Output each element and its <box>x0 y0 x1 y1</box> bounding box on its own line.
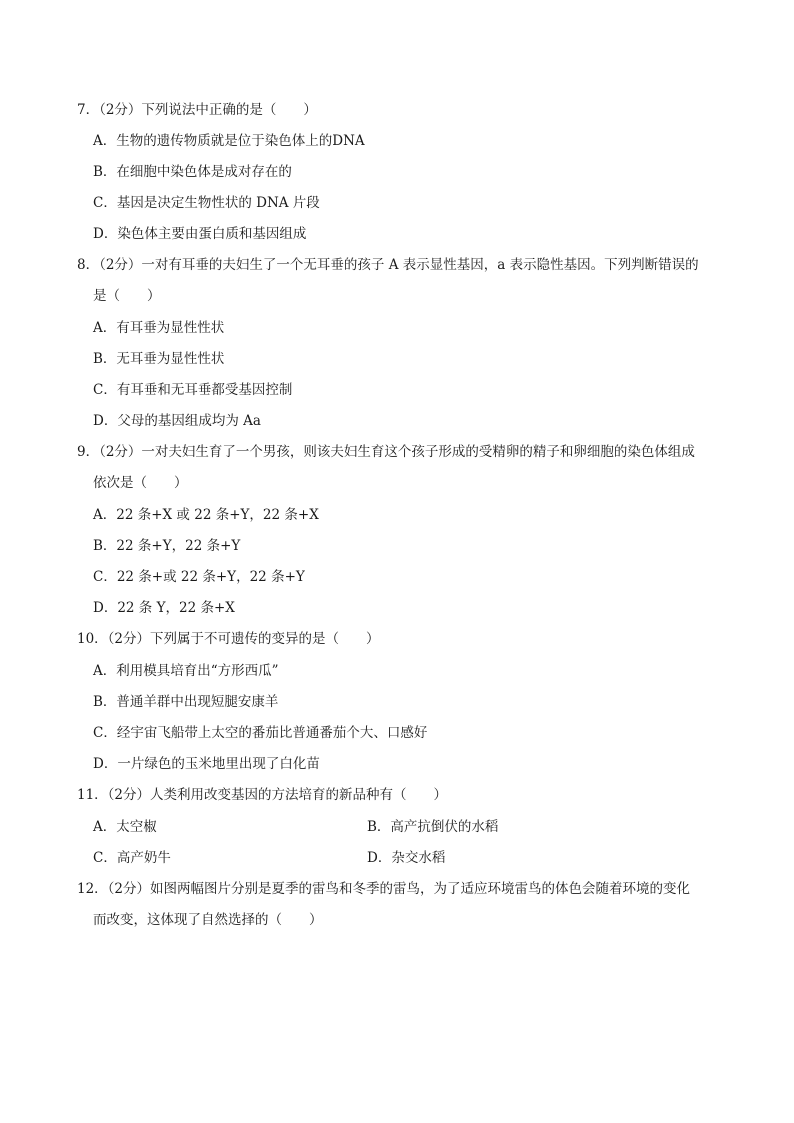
question-12-stem-line2: 而改变，这体现了自然选择的（ ） <box>93 912 323 928</box>
question-8-stem-line2: 是（ ） <box>93 288 161 304</box>
question-7-option-d: D．染色体主要由蛋白质和基因组成 <box>93 226 307 242</box>
question-7-stem: 7．（2分）下列说法中正确的是（ ） <box>77 102 317 118</box>
question-11-option-a: A．太空椒 <box>93 819 157 835</box>
question-9-option-d: D．22 条 Y，22 条+X <box>93 600 235 616</box>
question-10-option-d: D．一片绿色的玉米地里出现了白化苗 <box>93 756 320 772</box>
question-9-option-c: C．22 条+或 22 条+Y，22 条+Y <box>93 569 305 585</box>
question-7-option-a: A．生物的遗传物质就是位于染色体上的DNA <box>93 133 365 149</box>
question-8-stem-line1: 8．（2分）一对有耳垂的夫妇生了一个无耳垂的孩子 A 表示显性基因，a 表示隐性基因。下列判断错误的 <box>77 257 699 273</box>
question-7-option-b: B．在细胞中染色体是成对存在的 <box>93 164 292 180</box>
question-12-stem-line1: 12．（2分）如图两幅图片分别是夏季的雷鸟和冬季的雷鸟，为了适应环境雷鸟的体色会随着环境的变化 <box>77 881 691 897</box>
question-11-option-d: D．杂交水稻 <box>367 850 446 866</box>
question-8-option-b: B．无耳垂为显性性状 <box>93 351 225 367</box>
question-11-option-c: C．高产奶牛 <box>93 850 171 866</box>
question-11-option-b: B．高产抗倒伏的水稻 <box>367 819 499 835</box>
question-9-stem-line1: 9．（2分）一对夫妇生育了一个男孩，则该夫妇生育这个孩子形成的受精卵的精子和卵细胞的染色体组成 <box>77 444 695 460</box>
question-8-option-c: C．有耳垂和无耳垂都受基因控制 <box>93 382 293 398</box>
question-11-stem: 11．（2分）人类利用改变基因的方法培育的新品种有（ ） <box>77 787 448 803</box>
question-10-option-c: C．经宇宙飞船带上太空的番茄比普通番茄个大、口感好 <box>93 725 428 741</box>
question-10-option-a: A．利用模具培育出“方形西瓜” <box>93 663 279 679</box>
question-8-option-a: A．有耳垂为显性性状 <box>93 320 225 336</box>
question-8-option-d: D．父母的基因组成均为 Aa <box>93 413 261 429</box>
question-9-option-b: B．22 条+Y，22 条+Y <box>93 538 241 554</box>
question-10-option-b: B．普通羊群中出现短腿安康羊 <box>93 694 279 710</box>
question-9-option-a: A．22 条+X 或 22 条+Y，22 条+X <box>93 507 319 523</box>
question-9-stem-line2: 依次是（ ） <box>93 475 188 491</box>
question-10-stem: 10．（2分）下列属于不可遗传的变异的是（ ） <box>77 631 380 647</box>
question-7-option-c: C．基因是决定生物性状的 DNA 片段 <box>93 195 320 211</box>
